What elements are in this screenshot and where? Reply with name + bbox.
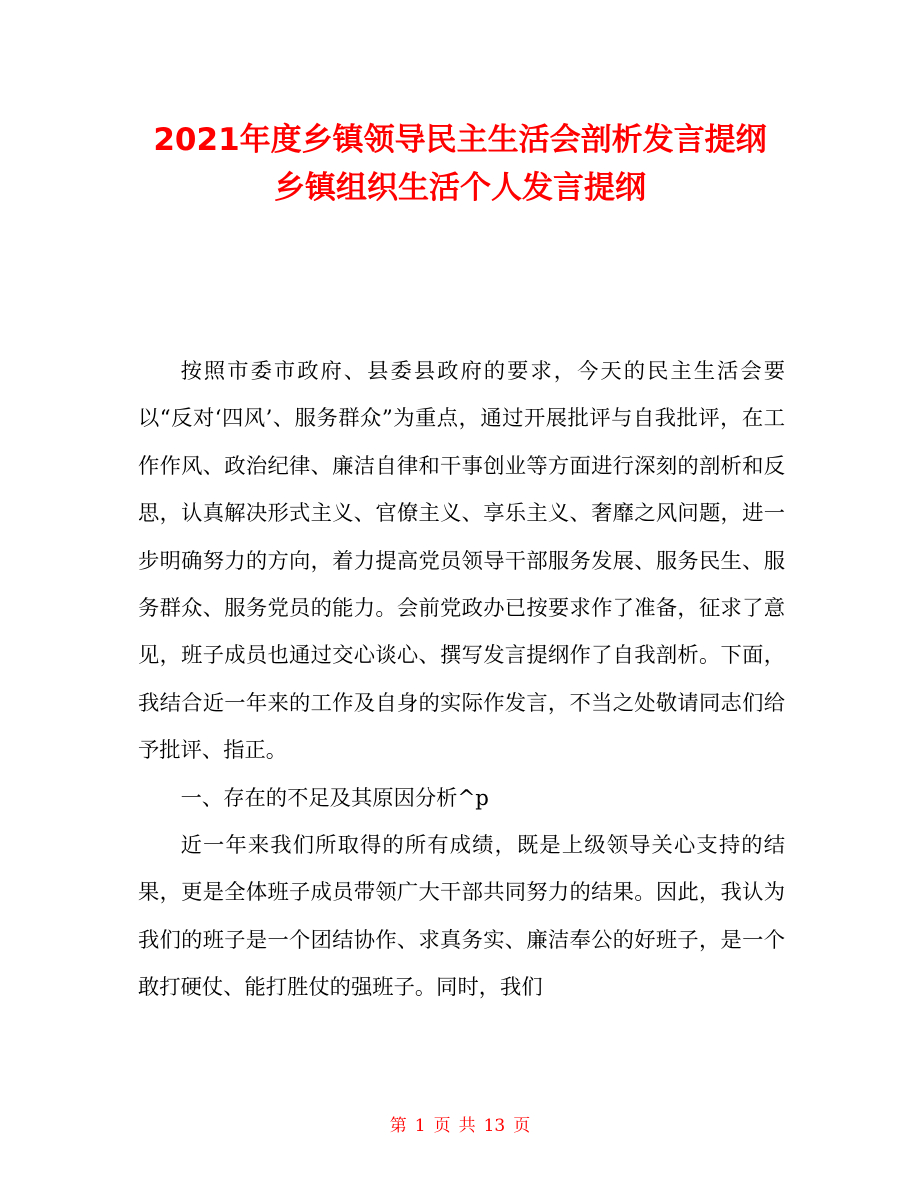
document-title-line-1: 2021年度乡镇领导民主生活会剖析发言提纲 <box>153 122 767 158</box>
document-title-line-2: 乡镇组织生活个人发言提纲 <box>274 170 646 206</box>
page-footer <box>0 1114 920 1138</box>
footer-current-page: 1 <box>414 1116 426 1136</box>
paragraph-intro: 按照市委市政府、县委县政府的要求，今天的民主生活会要以“反对‘四风’、服务群众”为重点，通过开展批评与自我批评，在工作作风、政治纪律、廉洁自律和干事创业等方面进行深刻的剖析和反思，认真解决形式主义、官僚主义、享乐主义、奢靡之风问题，进一步明确努力的方向，着力提高党员领导干部服务发展、服务民生、服务群众、服务党员的能力。会前党政办已按要求作了准备，征求了意见，班子成员也通过交心谈心、撰写发言提纲作了自我剖析。下面，我结合近一年来的工作及自身的实际作发言，不当之处敬请同志们给予批评、指正。 <box>138 359 785 764</box>
footer-page-label: 第 <box>389 1116 407 1136</box>
paragraph-achievements: 近一年来我们所取得的所有成绩，既是上级领导关心支持的结果，更是全体班子成员带领广大干部共同努力的结果。因此，我认为我们的班子是一个团结协作、求真务实、廉洁奉公的好班子，是一个敢打硬仗、能打胜仗的强班子。同时，我们 <box>138 833 785 1001</box>
footer-total-label: 共 <box>458 1116 476 1136</box>
paragraph-section-heading: 一、存在的不足及其原因分析^p <box>180 785 489 811</box>
footer-total-pages: 13 <box>483 1116 506 1136</box>
footer-page-unit: 页 <box>433 1116 451 1136</box>
footer-total-unit: 页 <box>513 1116 531 1136</box>
document-body <box>138 348 785 1012</box>
